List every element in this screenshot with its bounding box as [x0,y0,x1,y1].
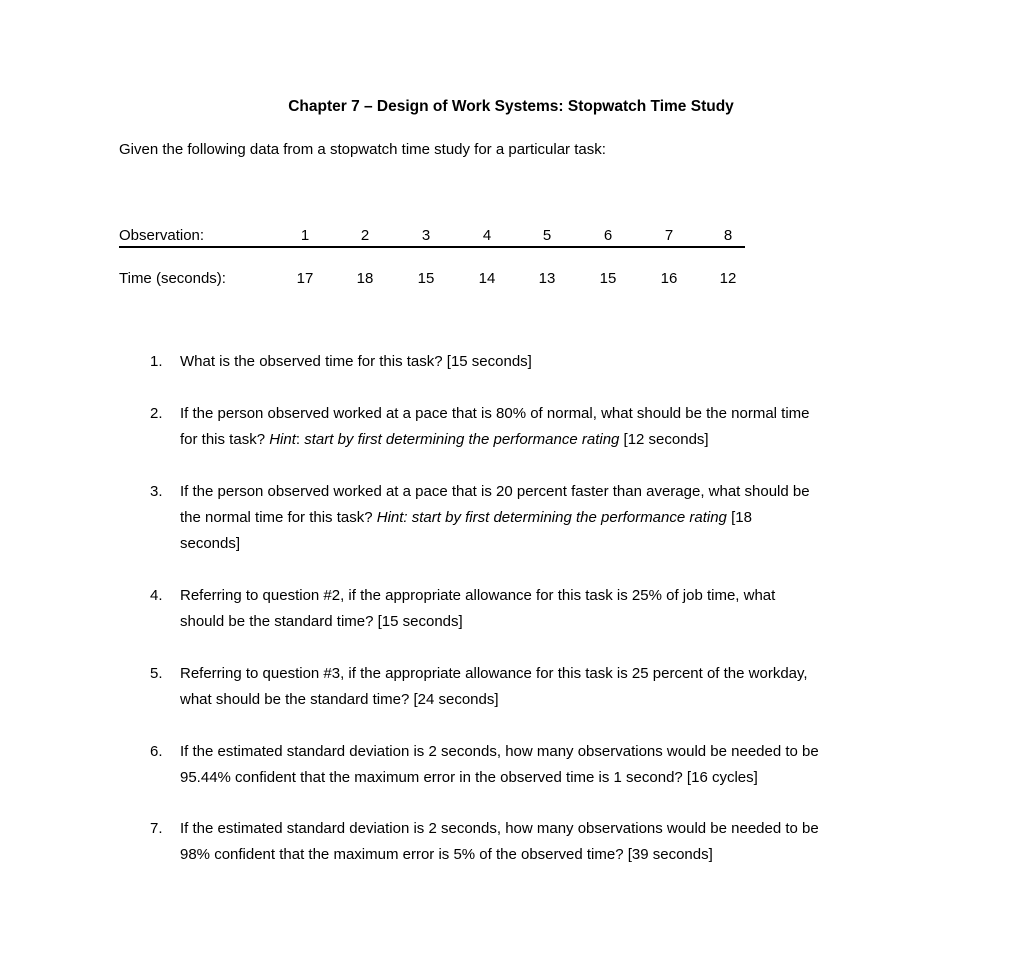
question-text: If the estimated standard deviation is 2 seconds, how many observations would be needed to be [180,743,819,760]
time-value: 16 [660,270,678,287]
time-value: 13 [538,270,556,287]
question-line [180,612,463,632]
question-line [180,508,752,528]
question-text: should be the standard time? [15 seconds] [180,613,463,630]
question-text: what should be the standard time? [24 seconds] [180,691,499,708]
time-label: Time (seconds): [119,270,226,287]
question-text: [12 seconds] [619,431,709,448]
hint-text: start by first determining the performance rating [304,431,620,448]
question-text: If the estimated standard deviation is 2 seconds, how many observations would be needed to be [180,820,819,837]
question-text: : [295,431,305,448]
question-text: If the person observed worked at a pace that is 20 percent faster than average, what should be [180,483,810,500]
observation-number: 5 [542,227,552,244]
document-title: Chapter 7 – Design of Work Systems: Stopwatch Time Study [288,98,734,115]
observation-number: 2 [360,227,370,244]
question-number: 4. [150,587,163,604]
time-value: 15 [599,270,617,287]
question-line [180,534,240,554]
question-text: What is the observed time for this task? [15 seconds] [180,353,532,370]
question-text: Referring to question #3, if the appropriate allowance for this task is 25 percent of the workday, [180,665,808,682]
question-text: 98% confident that the maximum error is 5% of the observed time? [39 seconds] [180,846,713,863]
header-underline [119,246,745,248]
question-text: If the person observed worked at a pace that is 80% of normal, what should be the normal time [180,405,810,422]
time-value: 17 [296,270,314,287]
intro-text: Given the following data from a stopwatch time study for a particular task: [119,141,606,158]
question-text: 95.44% confident that the maximum error in the observed time is 1 second? [16 cycles] [180,769,758,786]
question-text: for this task? [180,431,270,448]
question-text: seconds] [180,535,241,552]
observation-number: 3 [421,227,431,244]
question-line [180,845,713,865]
time-value: 12 [719,270,737,287]
question-line [180,768,758,788]
question-text: [18 [726,509,752,526]
time-value: 15 [417,270,435,287]
observation-label: Observation: [119,227,205,244]
question-line [180,482,810,502]
hint-text: Hint [269,431,296,448]
question-line [180,690,499,710]
question-text: Referring to question #2, if the appropriate allowance for this task is 25% of job time, what [180,587,776,604]
question-line [180,664,808,684]
question-number: 1. [150,353,163,370]
question-number: 7. [150,820,163,837]
question-number: 6. [150,743,163,760]
observation-number: 7 [664,227,674,244]
question-line [180,430,709,450]
question-line [180,586,775,606]
observation-number: 4 [482,227,492,244]
question-number: 3. [150,483,163,500]
time-value: 14 [478,270,496,287]
observation-number: 1 [300,227,310,244]
time-value: 18 [356,270,374,287]
question-text: the normal time for this task? [180,509,377,526]
question-line [180,404,810,424]
question-line [180,352,532,372]
question-number: 2. [150,405,163,422]
question-number: 5. [150,665,163,682]
hint-text: Hint: start by first determining the performance rating [376,509,727,526]
question-line [180,819,819,839]
question-line [180,742,819,762]
observation-number: 8 [723,227,733,244]
observation-number: 6 [603,227,613,244]
